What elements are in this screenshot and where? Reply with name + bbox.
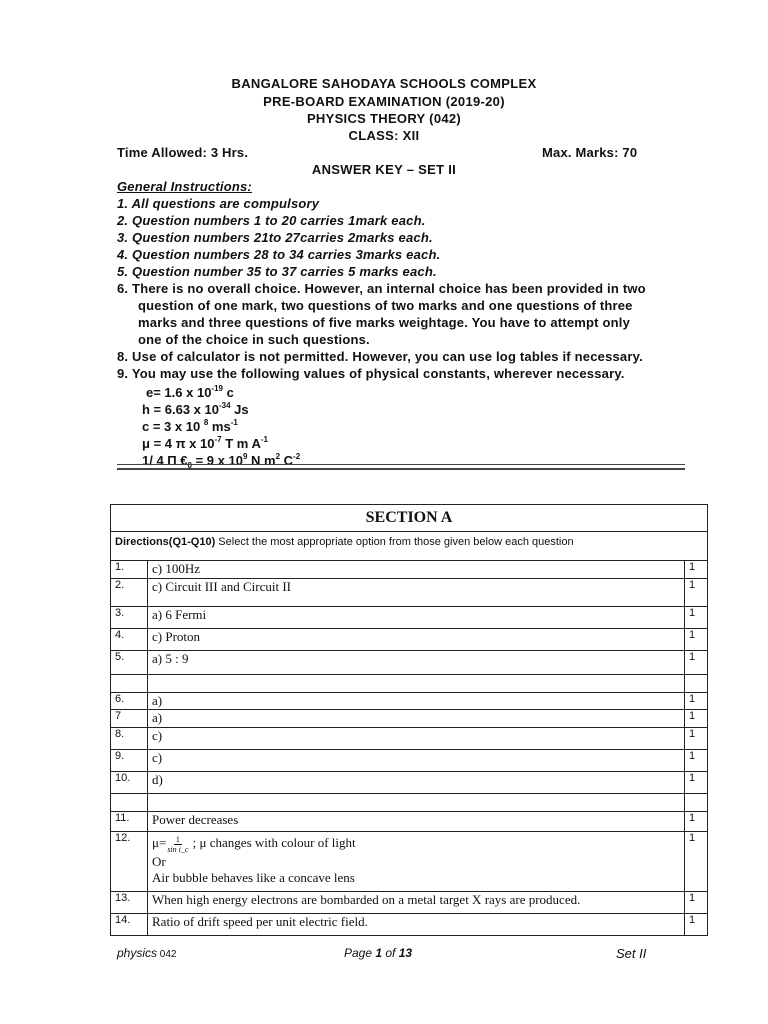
instruction-6-line3: marks and three questions of five marks weightage. You have to attempt only (138, 315, 631, 330)
table-row: 8. c) 1 (111, 728, 708, 750)
footer-subject: physics 042 (117, 946, 177, 960)
table-row: 10. d) 1 (111, 772, 708, 794)
section-directions: Directions(Q1-Q10) Select the most appropriate option from those given below each question (111, 532, 708, 561)
instruction-4: 4. Question numbers 28 to 34 carries 3marks each. (117, 247, 441, 262)
table-row: 2. c) Circuit III and Circuit II 1 (111, 579, 708, 607)
section-title: SECTION A (111, 505, 708, 532)
table-row: 14. Ratio of drift speed per unit electric field. 1 (111, 914, 708, 936)
instruction-2: 2. Question numbers 1 to 20 carries 1mark each. (117, 213, 426, 228)
instruction-9: 9. You may use the following values of physical constants, wherever necessary. (117, 366, 625, 381)
fraction: $\frac{1}{\text{sin i\_c}}$ (167, 834, 189, 854)
instruction-8: 8. Use of calculator is not permitted. However, you can use log tables if necessary. (117, 349, 643, 364)
instruction-5: 5. Question number 35 to 37 carries 5 marks each. (117, 264, 437, 279)
table-row: 12. μ= $\frac{1}{\text{sin i\_c}}$ ; μ changes with colour of light Or Air bubble behaves like a concave lens 1 (111, 832, 708, 892)
table-row: 4. c) Proton 1 (111, 629, 708, 651)
table-row: 6. a) 1 (111, 693, 708, 710)
constant-c: c = 3 x 10 $^8$ $ms^{-1}$ (142, 418, 238, 434)
table-row-empty (111, 675, 708, 693)
divider-thick (117, 468, 685, 470)
constant-coulomb: 1/ 4 Π $€_0 = 9$ x $10^9$ N $m^2$ $C^{-2}$ (142, 452, 301, 470)
instruction-3: 3. Question numbers 21to 27carries 2marks each. (117, 230, 433, 245)
table-row: 5. a) 5 : 9 1 (111, 651, 708, 675)
instruction-6-line2: question of one mark, two questions of two marks and one questions of three (138, 298, 633, 313)
instructions-title: General Instructions: (117, 179, 252, 194)
page-number: Page 1 of 13 (344, 946, 413, 960)
divider-thin (117, 464, 685, 465)
subject-title: PHYSICS THEORY (042) (306, 111, 462, 126)
table-row: 3. a) 6 Fermi 1 (111, 607, 708, 629)
max-marks: Max. Marks: 70 (542, 145, 638, 160)
table-row: 13. When high energy electrons are bombarded on a metal target X rays are produced. 1 (111, 892, 708, 914)
time-allowed: Time Allowed: 3 Hrs. (117, 145, 249, 160)
constant-mu: μ = 4 π x $10^{-7}$ T m $A^{-1}$ (142, 435, 268, 451)
table-row: 9. c) 1 (111, 750, 708, 772)
table-row: 11. Power decreases 1 (111, 812, 708, 832)
answer-12: μ= $\frac{1}{\text{sin i\_c}}$ ; μ changes with colour of light Or Air bubble behaves like a concave lens (148, 832, 685, 892)
physical-constants (142, 380, 301, 470)
answer-table (110, 504, 708, 936)
constant-h: h = 6.63 x $10^{-34}$ Js (142, 401, 249, 417)
footer-set: Set II (616, 946, 647, 961)
answer-key-title: ANSWER KEY – SET II (311, 162, 457, 177)
constant-e: e= 1.6 x $10^{-19}$ c (146, 384, 234, 400)
table-row: 7 a) 1 (111, 710, 708, 728)
instruction-6-line4: one of the choice in such questions. (138, 332, 370, 347)
table-row-empty (111, 794, 708, 812)
school-name: BANGALORE SAHODAYA SCHOOLS COMPLEX (231, 76, 537, 91)
instruction-6-line1: 6. There is no overall choice. However, an internal choice has been provided in two (117, 281, 646, 296)
table-row: 1. c) 100Hz 1 (111, 561, 708, 579)
class-label: CLASS: XII (348, 128, 420, 143)
exam-title: PRE-BOARD EXAMINATION (2019-20) (263, 94, 505, 109)
instruction-1: 1. All questions are compulsory (117, 196, 320, 211)
